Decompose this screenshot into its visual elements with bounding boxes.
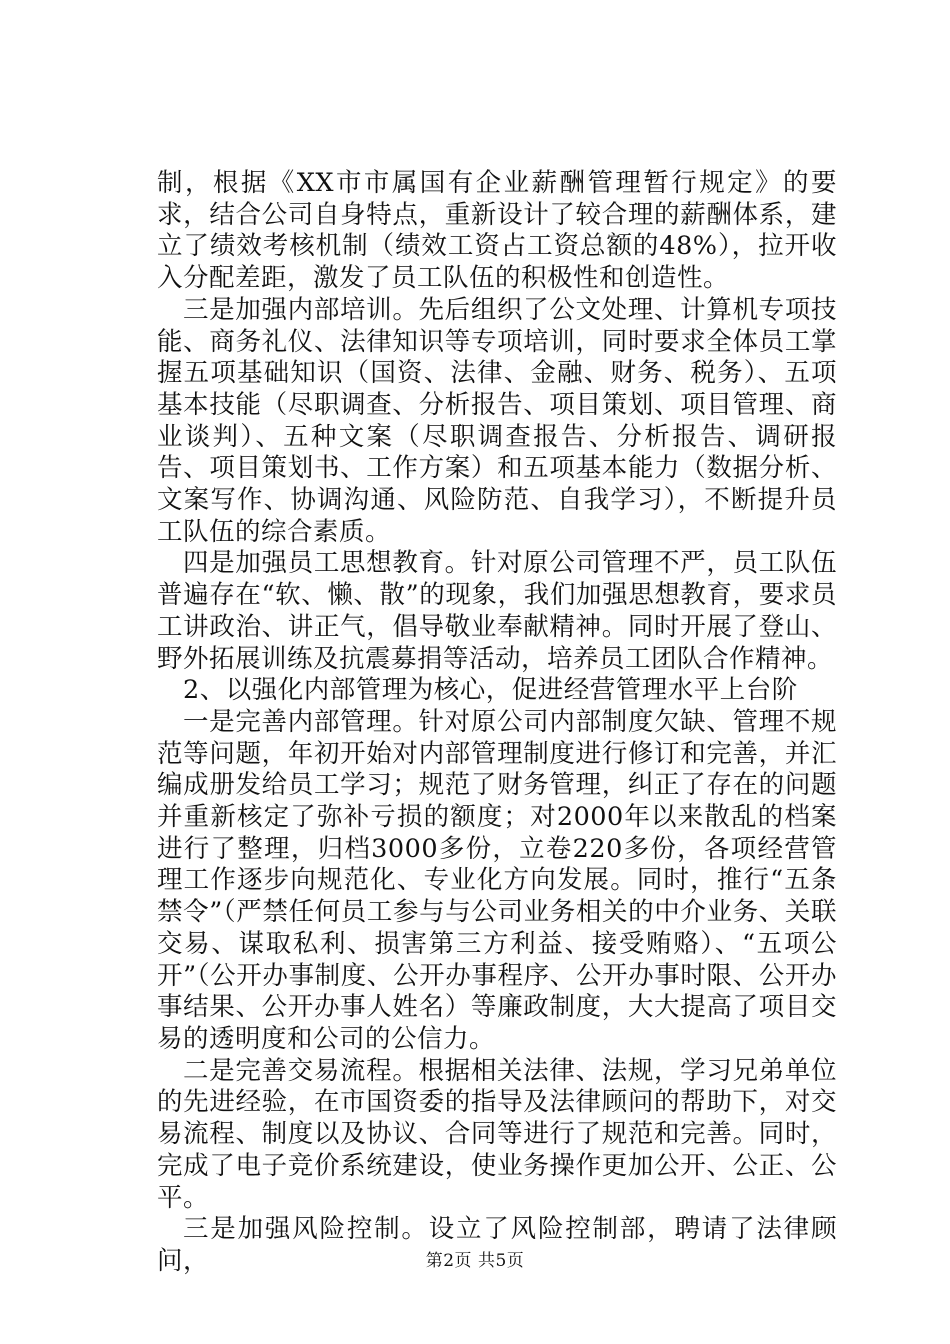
paragraph-internal-training: 三是加强内部培训。先后组织了公文处理、计算机专项技能、商务礼仪、法律知识等专项培训，同时要求全体员工掌握五项基础知识（国资、法律、金融、财务、税务）、五项基本技能（尽职调查、分析报告、项目策划、项目管理、商业谈判）、五种文案（尽职调查报告、分析报告、调研报告、项目策划书、工作方案）和五项基本能力（数据分析、文案写作、协调沟通、风险防范、自我学习），不断提升员工队伍的综合素质。 [157, 294, 837, 547]
paragraph-trading-process: 二是完善交易流程。根据相关法律、法规，学习兄弟单位的先进经验，在市国资委的指导及法律顾问的帮助下，对交易流程、制度以及协议、合同等进行了规范和完善。同时，完成了电子竞价系统建设，使业务操作更加公开、公正、公平。 [157, 1055, 837, 1213]
section-heading-internal-management: 2、以强化内部管理为核心，促进经营管理水平上台阶 [183, 675, 798, 706]
paragraph-improve-management: 一是完善内部管理。针对原公司内部制度欠缺、管理不规范等问题，年初开始对内部管理制度进行修订和完善，并汇编成册发给员工学习；规范了财务管理，纠正了存在的问题并重新核定了弥补亏损的额度；对2000年以来散乱的档案进行了整理，归档3000多份，立卷220多份，各项经营管理工作逐步向规范化、专业化方向发展。同时，推行“五条禁令”（严禁任何员工参与与公司业务相关的中介业务、关联交易、谋取私利、损害第三方利益、接受贿赂）、“五项公开”（公开办事制度、公开办事程序、公开办事时限、公开办事结果、公开办事人姓名）等廉政制度，大大提高了项目交易的透明度和公司的公信力。 [157, 706, 837, 1054]
paragraph-salary-system: 制，根据《XX市市属国有企业薪酬管理暂行规定》的要求，结合公司自身特点，重新设计了较合理的薪酬体系，建立了绩效考核机制（绩效工资占工资总额的48%），拉开收入分配差距，激发了员工队伍的积极性和创造性。 [157, 168, 837, 294]
paragraph-risk-control: 三是加强风险控制。设立了风险控制部，聘请了法律顾问， [157, 1214, 837, 1276]
page-number-footer: 第2页 共5页 [425, 1251, 525, 1271]
paragraph-ideological-education: 四是加强员工思想教育。针对原公司管理不严，员工队伍普遍存在“软、懒、散”的现象，我们加强思想教育，要求员工讲政治、讲正气，倡导敬业奉献精神。同时开展了登山、野外拓展训练及抗震募捐等活动，培养员工团队合作精神。 [157, 548, 837, 674]
document-body [157, 168, 837, 1278]
